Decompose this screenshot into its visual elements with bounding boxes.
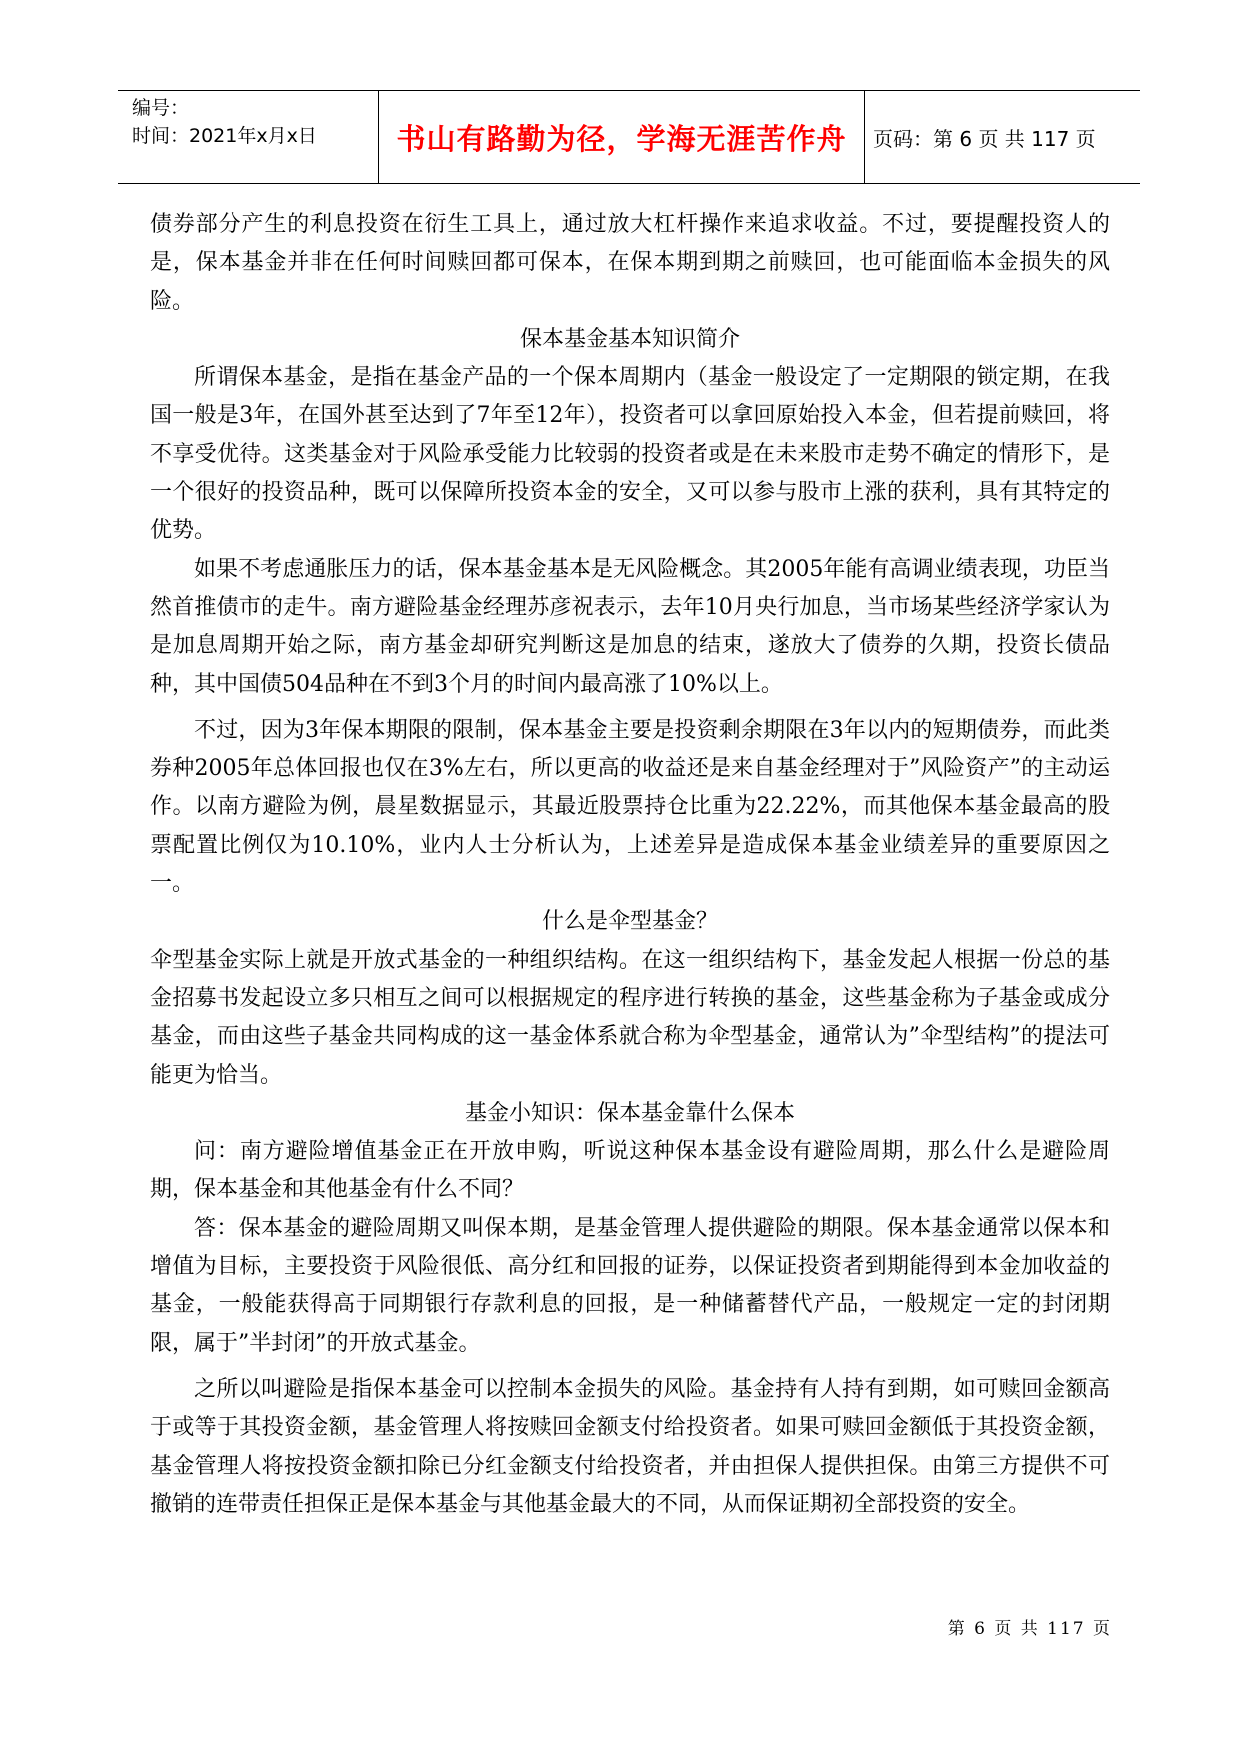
header-motto: 书山有路勤为径，学海无涯苦作舟 [396, 121, 847, 156]
paragraph-6: 问：南方避险增值基金正在开放申购，听说这种保本基金设有避险周期，那么什么是避险周期，保本基金和其他基金有什么不同？ [150, 1139, 1110, 1203]
header-meta [132, 91, 372, 183]
page-header [118, 90, 1140, 184]
paragraph-7: 答：保本基金的避险周期又叫保本期，是基金管理人提供避险的期限。保本基金通常以保本和增值为目标，主要投资于风险很低、高分红和回报的证券，以保证投资者到期能得到本金加收益的基金，一般能获得高于同期银行存款利息的回报，是一种储蓄替代产品，一般规定一定的封闭期限，属于”半封闭”的开放式基金。 [150, 1215, 1110, 1356]
section-heading-1: 保本基金基本知识简介 [519, 326, 740, 352]
paragraph-3: 如果不考虑通胀压力的话，保本基金基本是无风险概念。其2005年能有高调业绩表现，功臣当然首推债市的走牛。南方避险基金经理苏彦祝表示，去年10月央行加息，当市场某些经济学家认为是加息周期开始之际，南方基金却研究判断这是加息的结束，遂放大了债券的久期，投资长债品种，其中国债504品种在不到3个月的时间内最高涨了10%以上。 [150, 556, 1110, 697]
header-page-indicator [865, 91, 1140, 183]
header-page-label: 页码：第 6 页 共 117 页 [873, 126, 1096, 151]
footer-page-label: 第 6 页 共 117 页 [947, 1619, 1112, 1639]
document-body [150, 206, 1110, 1524]
paragraph-5: 伞型基金实际上就是开放式基金的一种组织结构。在这一组织结构下，基金发起人根据一份总的基金招募书发起设立多只相互之间可以根据规定的程序进行转换的基金，这些基金称为子基金或成分基金，而由这些子基金共同构成的这一基金体系就合称为伞型基金，通常认为”伞型结构”的提法可能更为恰当。 [150, 947, 1110, 1088]
paragraph-1: 债券部分产生的利息投资在衍生工具上，通过放大杠杆操作来追求收益。不过，要提醒投资人的是，保本基金并非在任何时间赎回都可保本，在保本期到期之前赎回，也可能面临本金损失的风险。 [150, 212, 1110, 314]
paragraph-4: 不过，因为3年保本期限的限制，保本基金主要是投资剩余期限在3年以内的短期债券，而此类券种2005年总体回报也仅在3%左右，所以更高的收益还是来自基金经理对于”风险资产”的主动运作。以南方避险为例，晨星数据显示，其最近股票持仓比重为22.22%，而其他保本基金最高的股票配置比例仅为10.10%，业内人士分析认为，上述差异是造成保本基金业绩差异的重要原因之一。 [150, 717, 1110, 897]
page-footer [948, 1614, 1112, 1639]
document-number-label: 编号： [132, 97, 190, 119]
paragraph-8: 之所以叫避险是指保本基金可以控制本金损失的风险。基金持有人持有到期，如可赎回金额高于或等于其投资金额，基金管理人将按赎回金额支付给投资者。如果可赎回金额低于其投资金额，基金管理人将按投资金额扣除已分红金额支付给投资者，并由担保人提供担保。由第三方提供不可撤销的连带责任担保正是保本基金与其他基金最大的不同，从而保证期初全部投资的安全。 [150, 1376, 1110, 1517]
document-time-label: 时间：2021年x月x日 [132, 125, 317, 147]
paragraph-2: 所谓保本基金，是指在基金产品的一个保本周期内（基金一般设定了一定期限的锁定期，在我国一般是3年，在国外甚至达到了7年至12年），投资者可以拿回原始投入本金，但若提前赎回，将不享受优待。这类基金对于风险承受能力比较弱的投资者或是在未来股市走势不确定的情形下，是一个很好的投资品种，既可以保障所投资本金的安全，又可以参与股市上涨的获利，具有其特定的优势。 [150, 365, 1110, 544]
section-heading-3: 基金小知识：保本基金靠什么保本 [464, 1100, 795, 1126]
section-heading-2: 什么是伞型基金？ [541, 909, 718, 935]
